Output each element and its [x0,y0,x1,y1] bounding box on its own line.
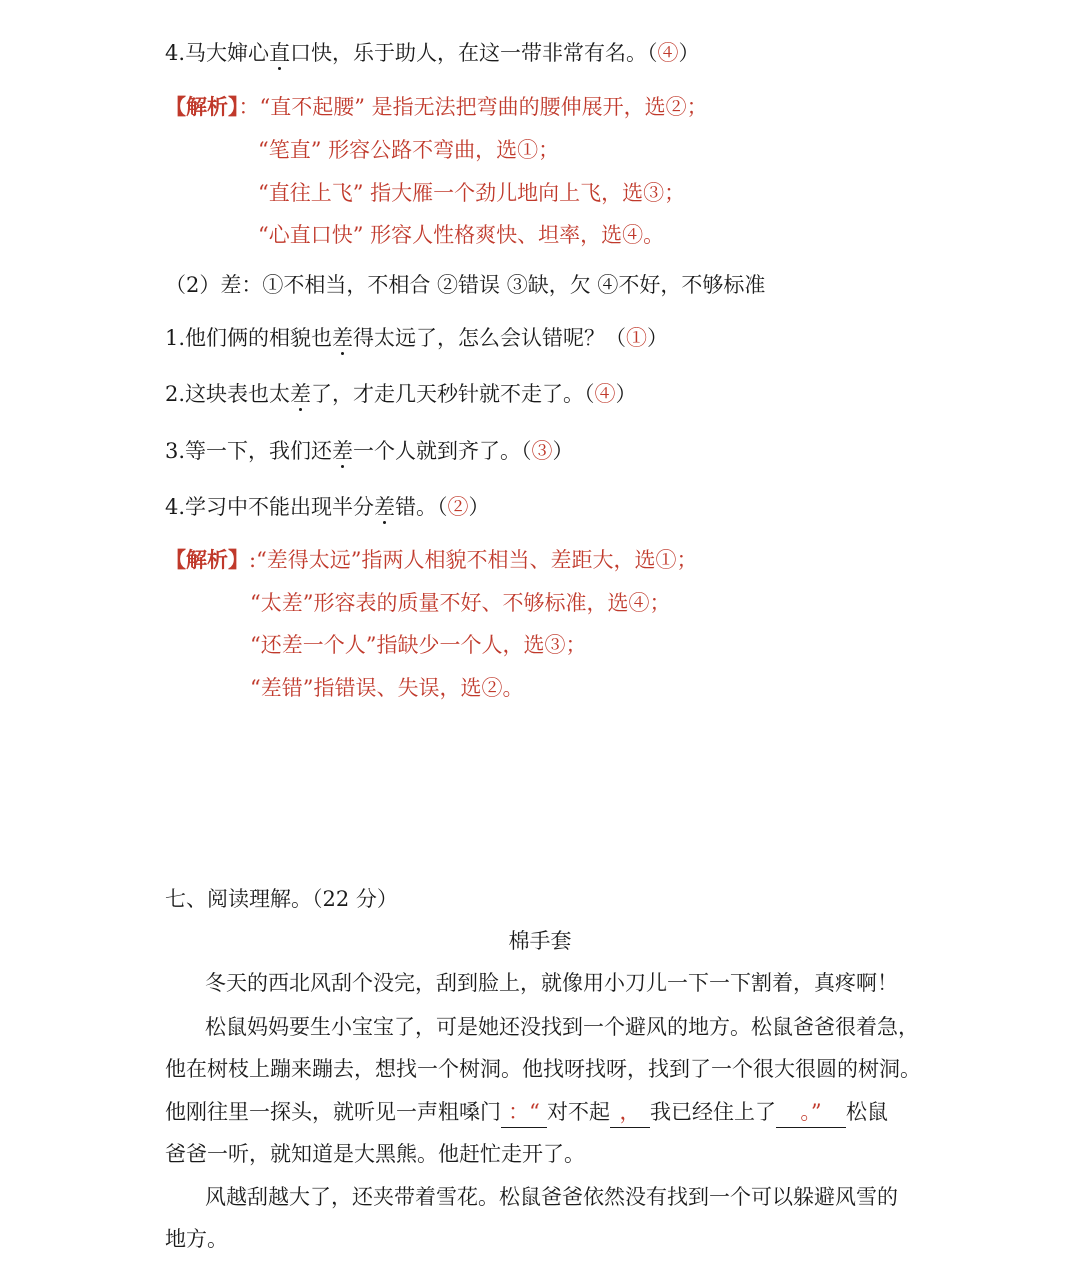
punctuation-blank: 。” [776,1097,846,1128]
emphasis-char: 直 [269,41,291,65]
answer: ② [447,495,469,519]
zhi-analysis-line-4: “心直口快” 形容人性格爽快、坦率，选④。 [258,223,665,247]
paragraph-2-line-4: 爸爸一听，就知道是大黑熊。他赶忙走开了。 [165,1142,585,1166]
cha-question-3: 3.等一下，我们还差一个人就到齐了。（③） [165,439,574,463]
cha-analysis-line-1: 【解析】:“差得太远”指两人相貌不相当、差距大，选①； [165,547,698,572]
emphasis-char: 差 [332,439,354,463]
answer: ① [626,326,648,350]
analysis-tag: 【解析】 [165,547,249,572]
cha-analysis-line-3: “还差一个人”指缺少一个人，选③； [250,633,587,657]
emphasis-char: 差 [290,382,312,406]
paragraph-2-line-2: 他在树枝上蹦来蹦去，想找一个树洞。他找呀找呀，找到了一个很大很圆的树洞。 [165,1057,921,1081]
paragraph-2-line-3: 他刚往里一探头，就听见一声粗嗓门 ：“ 对不起 ， 我已经住上了 。” 松鼠 [165,1097,888,1128]
answer: ④ [594,382,616,406]
story-title: 棉手套 [508,929,572,953]
emphasis-char: 差 [374,495,396,519]
zhi-analysis-line-1: 【解析】：“直不起腰” 是指无法把弯曲的腰伸展开，选②； [165,94,708,119]
paragraph-1: 冬天的西北风刮个没完，刮到脸上，就像用小刀儿一下一下割着，真疼啊！ [205,971,898,995]
punctuation-blank: ， [610,1097,650,1128]
paragraph-3-line-1: 风越刮越大了，还夹带着雪花。松鼠爸爸依然没有找到一个可以躲避风雪的 [205,1185,898,1209]
emphasis-char: 差 [332,326,354,350]
answer: ③ [531,439,553,463]
zhi-question-4: 4.马大婶心直口快，乐于助人，在这一带非常有名。（④） [165,41,700,65]
answer: ④ [657,41,679,65]
zhi-analysis-line-2: “笔直” 形容公路不弯曲，选①； [258,138,560,162]
zhi-analysis-line-3: “直往上飞” 指大雁一个劲儿地向上飞，选③； [258,181,686,205]
analysis-tag: 【解析】 [165,94,239,119]
section-title: 七、阅读理解。（22 分） [165,887,398,911]
cha-analysis-line-4: “差错”指错误、失误，选②。 [250,676,524,700]
cha-analysis-line-2: “太差”形容表的质量不好、不够标准，选④； [250,591,671,615]
cha-question-1: 1.他们俩的相貌也差得太远了，怎么会认错呢？（①） [165,326,669,350]
cha-question-2: 2.这块表也太差了，才走几天秒针就不走了。（④） [165,382,637,406]
punctuation-blank: ：“ [501,1097,547,1128]
paragraph-3-line-2: 地方。 [165,1227,228,1251]
cha-header: （2）差：①不相当，不相合 ②错误 ③缺，欠 ④不好，不够标准 [165,273,766,297]
paragraph-2-line-1: 松鼠妈妈要生小宝宝了，可是她还没找到一个避风的地方。松鼠爸爸很着急， [205,1015,919,1039]
cha-question-4: 4.学习中不能出现半分差错。（②） [165,495,490,519]
